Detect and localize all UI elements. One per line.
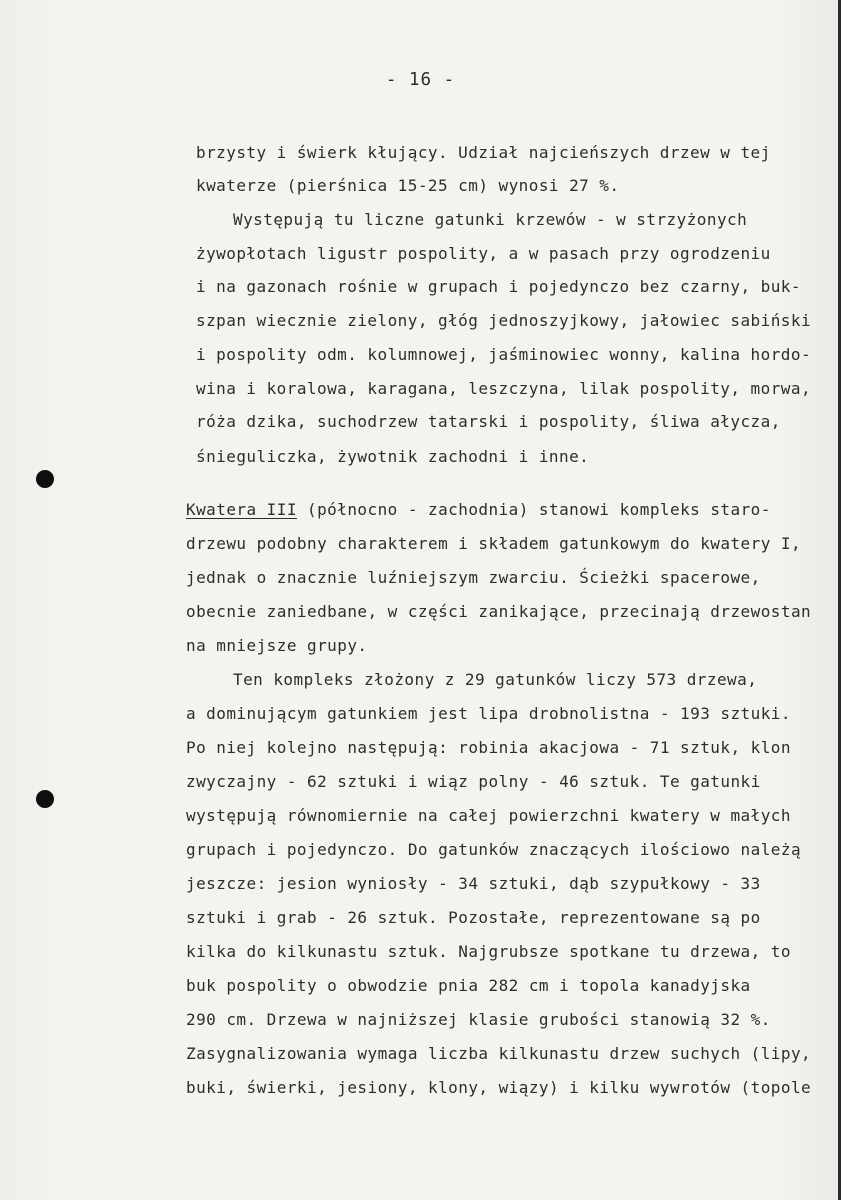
text-line: kwaterze (pierśnica 15-25 cm) wynosi 27 %. xyxy=(196,176,620,195)
text-line: jednak o znacznie luźniejszym zwarciu. Ścieżki spacerowe, xyxy=(186,568,761,587)
text-line: zwyczajny - 62 sztuki i wiąz polny - 46 sztuk. Te gatunki xyxy=(186,772,761,791)
text-line: a dominującym gatunkiem jest lipa drobnolistna - 193 sztuki. xyxy=(186,704,791,723)
text-line: Zasygnalizowania wymaga liczba kilkunastu drzew suchych (lipy, xyxy=(186,1044,812,1063)
page-number: - 16 - xyxy=(385,70,456,90)
text-line: na mniejsze grupy. xyxy=(186,636,368,655)
section-heading-line xyxy=(186,500,771,520)
text-line: buki, świerki, jesiony, klony, wiązy) i kilku wywrotów (topole xyxy=(186,1078,812,1097)
text-line: jeszcze: jesion wyniosły - 34 sztuki, dąb szypułkowy - 33 xyxy=(186,874,761,893)
text-line: i na gazonach rośnie w grupach i pojedynczo bez czarny, buk- xyxy=(196,277,801,296)
text-line: Ten kompleks złożony z 29 gatunków liczy 573 drzewa, xyxy=(233,670,758,689)
text-line: szpan wiecznie zielony, głóg jednoszyjkowy, jałowiec sabiński xyxy=(196,311,812,330)
text-line: róża dzika, suchodrzew tatarski i pospolity, śliwa ałycza, xyxy=(196,412,781,431)
punch-hole-bottom xyxy=(36,790,54,808)
section-heading: Kwatera III xyxy=(186,500,297,519)
text-line: brzysty i świerk kłujący. Udział najcieńszych drzew w tej xyxy=(196,143,771,162)
punch-hole-top xyxy=(36,470,54,488)
text-line: Występują tu liczne gatunki krzewów - w strzyżonych xyxy=(233,210,748,229)
text-line: buk pospolity o obwodzie pnia 282 cm i topola kanadyjska xyxy=(186,976,751,995)
text-line: żywopłotach ligustr pospolity, a w pasach przy ogrodzeniu xyxy=(196,244,771,263)
text-line: kilka do kilkunastu sztuk. Najgrubsze spotkane tu drzewa, to xyxy=(186,942,791,961)
text-line: drzewu podobny charakterem i składem gatunkowym do kwatery I, xyxy=(186,534,802,553)
text-line: sztuki i grab - 26 sztuk. Pozostałe, reprezentowane są po xyxy=(186,908,761,927)
text-line: 290 cm. Drzewa w najniższej klasie grubości stanowią 32 %. xyxy=(186,1010,771,1029)
text-line: śnieguliczka, żywotnik zachodni i inne. xyxy=(196,447,590,466)
text-fragment: (północno - zachodnia) stanowi kompleks staro- xyxy=(296,500,771,519)
text-line: Po niej kolejno następują: robinia akacjowa - 71 sztuk, klon xyxy=(186,738,791,757)
text-line: obecnie zaniedbane, w części zanikające, przecinają drzewostan xyxy=(186,602,812,621)
text-line: grupach i pojedynczo. Do gatunków znaczących ilościowo należą xyxy=(186,840,802,859)
text-line: i pospolity odm. kolumnowej, jaśminowiec wonny, kalina hordo- xyxy=(196,345,812,364)
text-line: wina i koralowa, karagana, leszczyna, lilak pospolity, morwa, xyxy=(196,379,812,398)
text-line: występują równomiernie na całej powierzchni kwatery w małych xyxy=(186,806,791,825)
